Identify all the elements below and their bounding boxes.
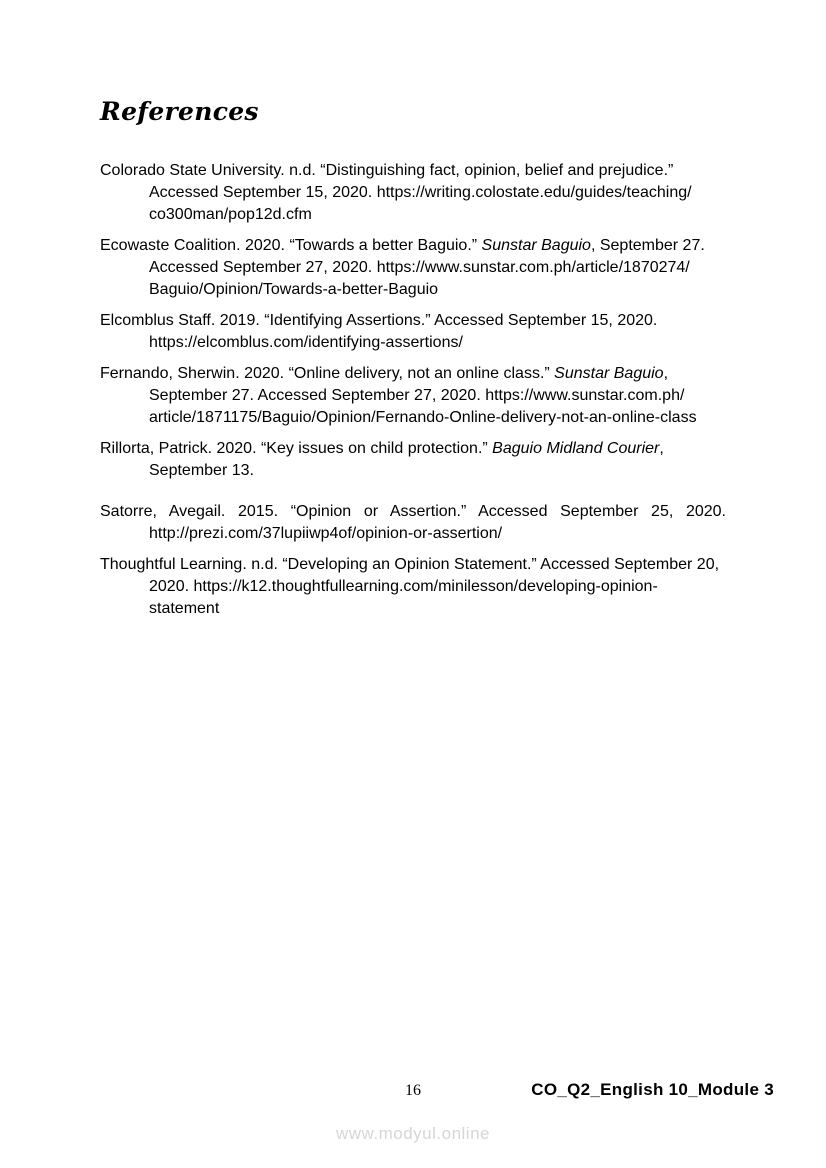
reference-entry xyxy=(100,160,726,226)
reference-text: Thoughtful Learning. n.d. “Developing an Opinion Statement.” Accessed September 20, 2020. https:/​/​k12.thoughtfullearning.com/​minilesson/​developing-opinion-statement xyxy=(100,556,720,617)
watermark: www.modyul.online xyxy=(335,1124,490,1143)
reference-entry xyxy=(100,554,726,620)
reference-text: , September 27. Accessed September 27, 2020. https:/​/​www.sunstar.com.ph/​article/​1871175/​Baguio/​Opinion/​Fernando-Online-delivery-not-an-online-class xyxy=(149,365,697,426)
page-number: 16 xyxy=(405,1082,421,1099)
reference-text: , September 13. xyxy=(149,440,664,479)
reference-entry xyxy=(100,235,726,301)
reference-entry xyxy=(100,501,726,545)
reference-entry xyxy=(100,310,726,354)
publication-title: Sunstar Baguio xyxy=(554,365,664,382)
reference-text: Colorado State University. n.d. “Distinguishing fact, opinion, belief and prejudice.” Accessed September 15, 2020. https:/​/​writing.colostate.edu/​guides/​teaching/​co300man/​pop12d.cfm xyxy=(100,162,692,223)
references-section xyxy=(100,97,726,629)
reference-entry xyxy=(100,438,726,482)
reference-text: Ecowaste Coalition. 2020. “Towards a better Baguio.” xyxy=(100,237,482,254)
reference-text: Satorre, Avegail. 2015. “Opinion or Assertion.” Accessed September 25, 2020. http://prezi.com/37lupiiwp4of/opinion-or-assertion/ xyxy=(100,503,726,542)
reference-text: Rillorta, Patrick. 2020. “Key issues on child protection.” xyxy=(100,440,493,457)
reference-text: Fernando, Sherwin. 2020. “Online delivery, not an online class.” xyxy=(100,365,555,382)
reference-entry xyxy=(100,363,726,429)
module-label: CO_Q2_English 10_Module 3 xyxy=(531,1080,774,1099)
publication-title: Sunstar Baguio xyxy=(481,237,591,254)
reference-text: , September 27. Accessed September 27, 2020. https:/​/​www.sunstar.com.ph/​article/​1870274/​Baguio/​Opinion/​Towards-a-better-Baguio xyxy=(149,237,705,298)
reference-text: Elcomblus Staff. 2019. “Identifying Assertions.” Accessed September 15, 2020. https://elcomblus.com/identifying-assertions/ xyxy=(100,312,658,351)
section-title: References xyxy=(100,97,259,126)
publication-title: Baguio Midland Courier xyxy=(492,440,660,457)
